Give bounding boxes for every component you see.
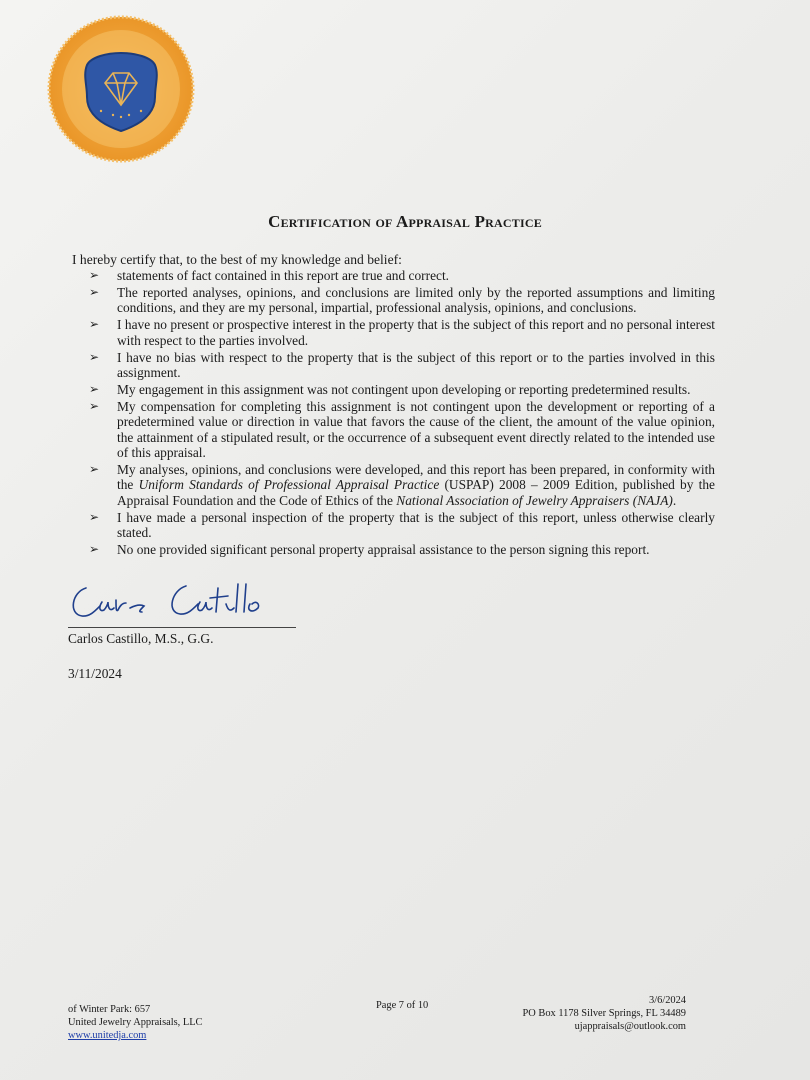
signature-line xyxy=(68,627,296,628)
certification-item-text xyxy=(117,382,715,397)
certification-item-text xyxy=(117,268,715,283)
certification-item-text xyxy=(117,285,715,316)
arrow-bullet-icon: ➢ xyxy=(89,268,100,282)
certification-item xyxy=(89,317,715,348)
arrow-bullet-icon: ➢ xyxy=(89,509,100,524)
page-number: Page 7 of 10 xyxy=(376,1000,429,1011)
item-text-segment: statements of fact contained in this report are true and correct. xyxy=(117,268,450,283)
item-text-segment: I have made a personal inspection of the property that is the subject of this report, unless otherwise clearly stated. xyxy=(117,509,715,540)
footer-left xyxy=(68,1003,202,1042)
certification-item xyxy=(89,285,715,316)
appraisal-seal-icon xyxy=(43,15,200,163)
item-text-segment: My compensation for completing this assignment is not contingent upon the development or reporting of a predetermined value or direction in value that favors the cause of the client, the amount of the value opinion, the attainment of a stipulated result, or the occurrence of a subsequent event directly related to the intended use of this appraisal. xyxy=(117,398,715,460)
item-text-segment: (USPAP) 2008 – 2009 Edition, published by the Appraisal Foundation and the Code of Ethics of the xyxy=(117,477,715,508)
item-text-segment: I have no present or prospective interest in the property that is the subject of this report and no personal interest with respect to the parties involved. xyxy=(117,317,715,348)
arrow-bullet-icon: ➢ xyxy=(89,349,100,364)
footer-right xyxy=(523,994,686,1033)
italic-reference: National Association of Jewelry Appraisers (NAJA) xyxy=(396,492,673,508)
arrow-bullet-icon: ➢ xyxy=(89,381,100,396)
certification-item-text xyxy=(117,462,715,508)
signature-date: 3/11/2024 xyxy=(68,666,122,681)
document-title: Certification of Appraisal Practice xyxy=(268,212,542,231)
certification-item-text xyxy=(117,317,715,348)
certification-item-text xyxy=(117,350,715,381)
certification-item-text xyxy=(117,542,715,557)
arrow-bullet-icon: ➢ xyxy=(89,398,100,413)
footer-company: United Jewelry Appraisals, LLC xyxy=(68,1017,203,1028)
item-text-segment: I have no bias with respect to the property that is the subject of this report or to the parties involved in this assignment. xyxy=(117,349,715,380)
item-text-segment: . xyxy=(672,492,677,508)
certification-item xyxy=(89,542,715,557)
footer-address: PO Box 1178 Silver Springs, FL 34489 xyxy=(522,1008,686,1019)
certification-item xyxy=(89,350,715,381)
footer-website-link[interactable]: www.unitedja.com xyxy=(68,1030,147,1041)
certification-list xyxy=(89,268,715,559)
arrow-bullet-icon: ➢ xyxy=(89,541,100,556)
certification-item-text xyxy=(117,510,715,541)
item-text-segment: No one provided significant personal property appraisal assistance to the person signing this report. xyxy=(117,541,650,557)
item-text-segment: My analyses, opinions, and conclusions were developed, and this report has been prepared, in conformity with the xyxy=(117,461,715,493)
arrow-bullet-icon: ➢ xyxy=(89,284,100,299)
item-text-segment: My engagement in this assignment was not contingent upon developing or reporting predetermined results. xyxy=(117,381,691,397)
certification-item-text xyxy=(117,399,715,461)
signer-name: Carlos Castillo, M.S., G.G. xyxy=(68,631,214,646)
certification-item xyxy=(89,399,715,461)
italic-reference: Uniform Standards of Professional Appraisal Practice xyxy=(138,477,440,493)
certification-item xyxy=(89,268,715,283)
footer-email[interactable]: ujappraisals@outlook.com xyxy=(574,1021,686,1032)
arrow-bullet-icon: ➢ xyxy=(89,461,100,476)
handwritten-signature xyxy=(60,570,300,630)
item-text-segment: The reported analyses, opinions, and conclusions are limited only by the reported assumptions and limiting conditions, and they are my personal, impartial, professional analysis, opinions, and conclusions. xyxy=(117,284,715,316)
certification-item xyxy=(89,382,715,397)
certification-intro: I hereby certify that, to the best of my knowledge and belief: xyxy=(72,252,402,267)
footer-date: 3/6/2024 xyxy=(649,995,686,1006)
footer-line-1: of Winter Park: 657 xyxy=(68,1004,151,1015)
arrow-bullet-icon: ➢ xyxy=(89,317,100,332)
certification-item xyxy=(89,462,715,508)
certification-item xyxy=(89,510,715,541)
